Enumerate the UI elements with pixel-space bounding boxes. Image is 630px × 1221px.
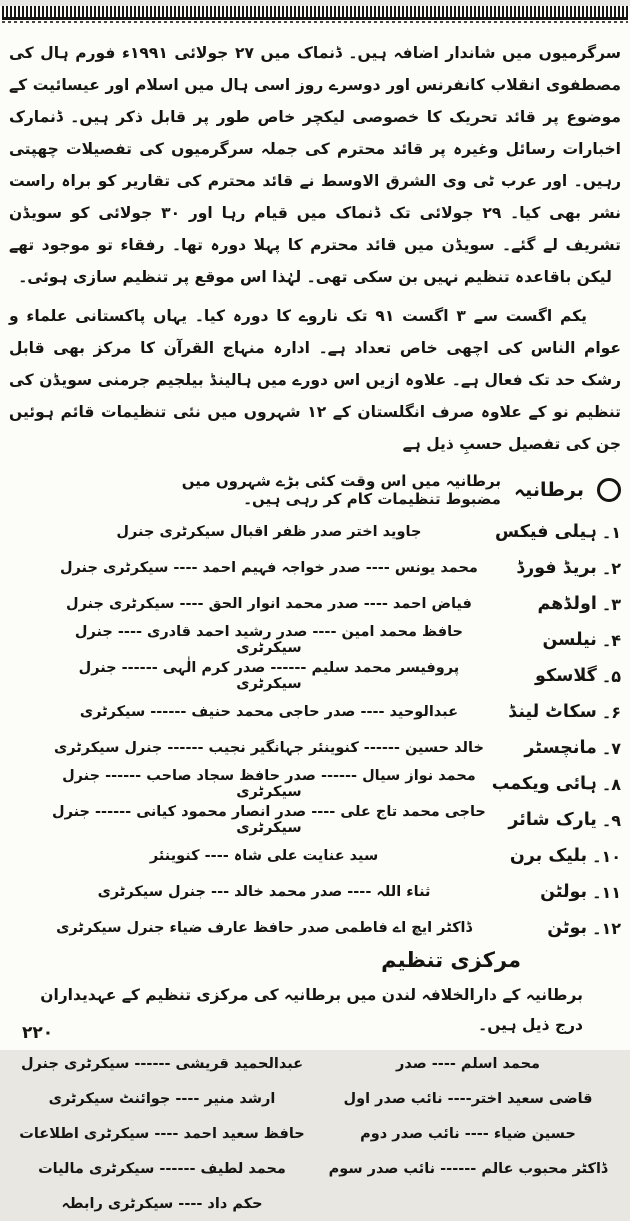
central-officers-table <box>9 1046 621 1221</box>
circle-bullet-icon <box>597 478 621 502</box>
list-item-officers: ثناء اللہ ---- صدر محمد خالد --- جنرل سیکرٹری <box>97 884 431 900</box>
list-item-city: بولٹن <box>540 882 588 902</box>
list-item-city: ہائی ویکمب <box>491 774 597 794</box>
list-item-number: ۷۔ <box>601 738 621 758</box>
list-item <box>9 910 621 946</box>
list-item-city: سکاٹ لینڈ <box>508 702 597 722</box>
britain-section-header <box>9 472 621 508</box>
list-item-number: ۱۰۔ <box>592 846 621 866</box>
city-organizations-list <box>9 514 621 946</box>
list-item <box>9 838 621 874</box>
list-item-city: بلیک برن <box>509 846 588 866</box>
officer-cell-empty <box>315 1186 621 1221</box>
list-item-city: اولڈھم <box>537 594 597 614</box>
central-organization-heading: مرکزی تنظیم <box>381 948 521 972</box>
list-item-officers: محمد نواز سیال ------ صدر حافظ سجاد صاحب ------ جنرل سیکرٹری <box>62 768 476 800</box>
list-item-city: گلاسکو <box>535 666 597 686</box>
list-item-number: ۸۔ <box>601 774 621 794</box>
list-item-city: بوٹن <box>547 918 588 938</box>
list-item-city: ہیلی فیکس <box>495 522 597 542</box>
officer-cell-secretary-general: عبدالحمید قریشی ------ سیکرٹری جنرل <box>20 1055 304 1072</box>
list-item-officers: حاجی محمد تاج علی ---- صدر انصار محمود کیانی ------ جنرل سیکرٹری <box>52 804 486 836</box>
list-item-number: ۱۔ <box>601 522 621 542</box>
list-item-officers: فیاض احمد ---- صدر محمد انوار الحق ---- سیکرٹری جنرل <box>66 596 472 612</box>
list-item-officers: محمد یونس ---- صدر خواجہ فہیم احمد ---- سیکرٹری جنرل <box>59 560 478 576</box>
list-item-city: نیلسن <box>542 630 597 650</box>
britain-section-label: برطانیہ <box>513 479 584 501</box>
list-item-officers: عبدالوحید ---- صدر حاجی محمد حنیف ------ سیکرٹری <box>79 704 459 720</box>
paragraph-norway-tour: یکم اگست سے ۳ اگست ۹۱ تک ناروے کا دورہ کیا۔ یہاں پاکستانی علماء و عوام الناس کی اچھی خاص تعداد ہے۔ ادارہ منہاج القرآن کا مرکز بھی قابل رشک حد تک فعال ہے۔ علاوہ ازیں اس دورے میں ہالینڈ بیلجیم جرمنی سویڈن کی تنظیم نو کے علاوہ صرف انگلستان کے ۱۲ شہروں میں نئی تنظیمات قائم ہوئیں جن کی تفصیل حسبِ ذیل ہے <box>9 307 622 453</box>
officer-cell-joint-secretary: ارشد منیر ---- جوائنٹ سیکرٹری <box>48 1090 276 1107</box>
list-item-number: ۹۔ <box>601 810 621 830</box>
britain-section-text: برطانیہ میں اس وقت کئی بڑے شہروں میں مضبوط تنظیمات کام کر رہی ہیں۔ <box>181 472 501 508</box>
scanned-page <box>0 6 630 1212</box>
paragraph-denmark-activities: سرگرمیوں میں شاندار اضافہ ہیں۔ ڈنماک میں ۲۷ جولائی ۱۹۹۱ء فورم ہال کی مصطفوی انقلاب کانفرنس اور دوسرے روز اسی ہال میں اسلام اور عیسائیت کے موضوع پر قائد تحریک کا خصوصی لیکچر خاص طور پر قابل ذکر ہیں۔ ڈنمارک اخبارات رسائل وغیرہ پر قائد محترم کی جملہ سرگرمیوں کی تفصیلات چھپتی رہیں۔ اور عرب ٹی وی الشرق الاوسط نے قائد محترم کی تقاریر کو براہ راست نشر بھی کیا۔ ۲۹ جولائی تک ڈنماک میں قیام رہا اور ۳۰ جولائی کو سویڈن تشریف لے گئے۔ سویڈن میں قائد محترم کا پہلا دورہ تھا۔ رفقاء تو موجود تھے لیکن باقاعدہ تنظیم نہیں بن سکی تھی۔ لہٰذا اس موقع پر تنظیم سازی ہوئی۔ <box>9 44 622 286</box>
list-item-officers: جاوید اختر صدر ظفر اقبال سیکرٹری جنرل <box>116 524 422 540</box>
list-item-number: ۱۱۔ <box>592 882 621 902</box>
officer-cell-secretary-liaison: حکم داد ---- سیکرٹری رابطہ <box>61 1195 263 1212</box>
list-item <box>9 766 621 802</box>
list-item-officers: پروفیسر محمد سلیم ------ صدر کرم الٰہی ------ جنرل سیکرٹری <box>78 660 460 692</box>
list-item-city: بریڈ فورڈ <box>516 558 597 578</box>
officer-cell-secretary-finance: محمد لطیف ------ سیکرٹری مالیات <box>38 1160 286 1177</box>
list-item-officers: ڈاکٹر ایچ اے فاطمی صدر حافظ عارف ضیاء جنرل سیکرٹری <box>56 920 472 936</box>
list-item <box>9 874 621 910</box>
page-number: ۲۲۰ <box>22 1023 54 1043</box>
central-organization-intro: برطانیہ کے دارالخلافہ لندن میں برطانیہ کی مرکزی تنظیم کے عہدیداران درج ذیل ہیں۔ <box>40 986 583 1034</box>
officer-cell-vice-president-1: قاضی سعید اختر---- نائب صدر اول <box>343 1090 593 1107</box>
list-item-number: ۲۔ <box>601 558 621 578</box>
list-item-number: ۵۔ <box>601 666 621 686</box>
page-content <box>0 37 630 1221</box>
list-item-city: یارک شائر <box>508 810 597 830</box>
list-item-city: مانچسٹر <box>524 738 597 758</box>
decorative-top-border-underline <box>2 21 628 23</box>
list-item <box>9 658 621 694</box>
list-item-number: ۶۔ <box>601 702 621 722</box>
officer-cell-vice-president-2: حسین ضیاء ---- نائب صدر دوم <box>360 1125 576 1142</box>
officer-cell-president: محمد اسلم ---- صدر <box>396 1055 540 1072</box>
list-item-number: ۳۔ <box>601 594 621 614</box>
list-item <box>9 622 621 658</box>
list-item-officers: حافظ محمد امین ---- صدر رشید احمد قادری ---- جنرل سیکرٹری <box>74 624 463 656</box>
list-item <box>9 586 621 622</box>
list-item <box>9 694 621 730</box>
list-item-officers: سید عنایت علی شاہ ---- کنوینئر <box>149 848 379 864</box>
list-item <box>9 730 621 766</box>
list-item <box>9 514 621 550</box>
decorative-top-border <box>2 6 628 20</box>
list-item-number: ۱۲۔ <box>592 918 621 938</box>
list-item <box>9 550 621 586</box>
list-item-officers: خالد حسین ------ کنوینئر جہانگیر نجیب ------ جنرل سیکرٹری <box>53 740 484 756</box>
list-item-number: ۴۔ <box>601 630 621 650</box>
officer-cell-secretary-information: حافظ سعید احمد ---- سیکرٹری اطلاعات <box>19 1125 305 1142</box>
list-item <box>9 802 621 838</box>
officer-cell-vice-president-3: ڈاکٹر محبوب عالم ------ نائب صدر سوم <box>328 1160 608 1177</box>
